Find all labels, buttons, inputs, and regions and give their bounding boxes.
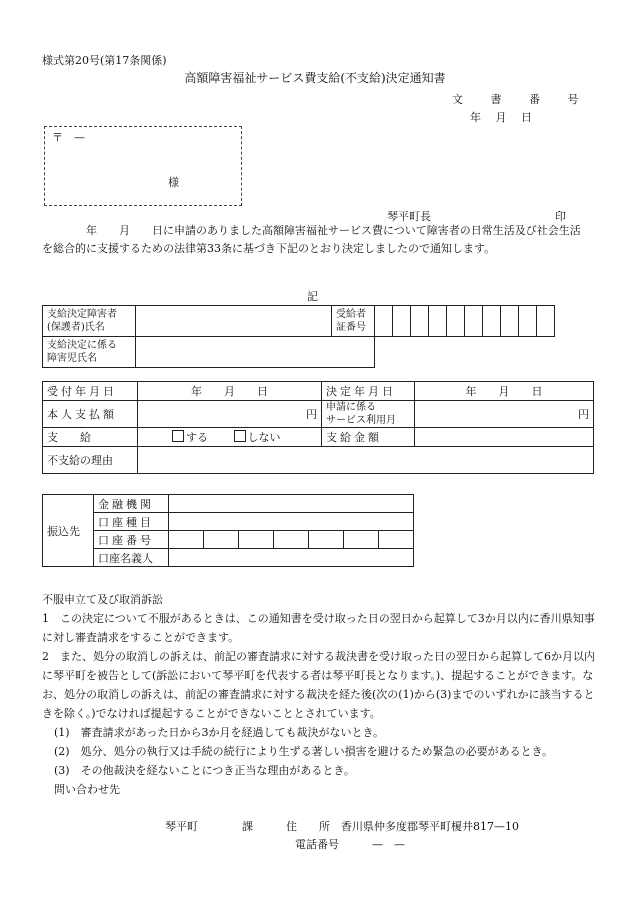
account-type-value[interactable] xyxy=(169,513,414,531)
issuer: 琴平町長 xyxy=(387,210,431,223)
addressee-suffix: 様 xyxy=(168,176,179,189)
account-digit-cell[interactable] xyxy=(169,531,204,549)
id-digit-cell[interactable] xyxy=(393,306,411,337)
notes-sub-3: (3) その他裁決を経ないことにつき正当な理由があるとき。 xyxy=(54,764,355,777)
payment-amount-label: 支給金額 xyxy=(322,428,415,447)
id-digit-cell[interactable] xyxy=(447,306,465,337)
received-date-value[interactable]: 年 月 日 xyxy=(138,382,322,401)
seal-mark: 印 xyxy=(555,210,566,223)
id-digit-cell[interactable] xyxy=(519,306,537,337)
notes-sub-1: (1) 審査請求があった日から3か月を経過しても裁決がないとき。 xyxy=(54,726,385,739)
id-digit-cell[interactable] xyxy=(537,306,555,337)
account-holder-label: 口座名義人 xyxy=(94,549,169,567)
option-no[interactable]: しない xyxy=(234,431,281,444)
payment-label: 支 給 xyxy=(43,428,138,447)
notes-section xyxy=(42,590,602,799)
contact-line-phone: 電話番号 — — xyxy=(295,838,405,851)
checkbox-icon[interactable] xyxy=(172,430,184,442)
recipient-label: 支給決定障害者 (保護者)氏名 xyxy=(43,306,136,337)
bank-label: 金融機関 xyxy=(94,495,169,513)
service-usage-label: 申請に係る サービス利用月 xyxy=(322,401,415,428)
notes-heading: 不服申立て及び取消訴訟 xyxy=(42,593,163,606)
contact-line-address: 琴平町 課 住 所 香川県仲多度郡琴平町榎井817—10 xyxy=(165,820,519,833)
decision-date-label: 決定年月日 xyxy=(322,382,415,401)
id-digit-cell[interactable] xyxy=(483,306,501,337)
payment-options xyxy=(138,428,322,447)
id-digit-cell[interactable] xyxy=(375,306,393,337)
decision-date-value[interactable]: 年 月 日 xyxy=(415,382,594,401)
bank-value[interactable] xyxy=(169,495,414,513)
account-digit-cell[interactable] xyxy=(274,531,309,549)
decision-table xyxy=(42,381,594,474)
child-name-cell[interactable] xyxy=(136,337,375,368)
account-digit-cell[interactable] xyxy=(344,531,379,549)
recipient-name-cell[interactable] xyxy=(136,306,332,337)
reason-value[interactable] xyxy=(138,447,594,474)
account-digit-cell[interactable] xyxy=(204,531,239,549)
form-number: 様式第20号(第17条関係) xyxy=(42,54,167,67)
account-digit-cell[interactable] xyxy=(379,531,414,549)
doc-date-label: 年 月 日 xyxy=(470,111,532,124)
postal-code: 〒 — xyxy=(52,131,85,144)
notes-sub-2: (2) 処分、処分の執行又は手続の続行により生ずる著しい損害を避けるため緊急の必要があるとき。 xyxy=(54,745,554,758)
recipient-id-label: 受給者 証番号 xyxy=(332,306,375,337)
id-digit-cell[interactable] xyxy=(501,306,519,337)
child-label: 支給決定に係る 障害児氏名 xyxy=(43,337,136,368)
account-digit-cell[interactable] xyxy=(239,531,274,549)
document-title: 高額障害福祉サービス費支給(不支給)決定通知書 xyxy=(184,71,446,85)
transfer-table xyxy=(42,494,414,567)
contact-heading: 問い合わせ先 xyxy=(54,783,120,796)
account-type-label: 口座種目 xyxy=(94,513,169,531)
notes-item-1: 1 この決定について不服があるときは、この通知書を受け取った日の翌日から起算して3か月以内に香川県知事に対し審査請求をすることができます。 xyxy=(42,612,595,644)
payment-amount-value[interactable] xyxy=(415,428,594,447)
reason-label: 不支給の理由 xyxy=(43,447,138,474)
service-usage-value[interactable] xyxy=(415,401,594,428)
yen-unit: 円 xyxy=(306,408,317,421)
id-digit-cell[interactable] xyxy=(411,306,429,337)
doc-number-label: 文 書 番 号 xyxy=(452,93,591,106)
id-digit-cell[interactable] xyxy=(465,306,483,337)
ki-heading: 記 xyxy=(307,290,318,303)
transfer-label: 振込先 xyxy=(43,495,94,567)
intro-paragraph: 年 月 日に申請のありました高額障害福祉サービス費について障害者の日常生活及び社会生活を総合的に支援するための法律第33条に基づき下記のとおり決定しましたので通知します。 xyxy=(42,224,581,255)
account-number-label: 口座番号 xyxy=(94,531,169,549)
option-yes[interactable]: する xyxy=(172,431,208,444)
account-holder-value[interactable] xyxy=(169,549,414,567)
account-digit-cell[interactable] xyxy=(309,531,344,549)
recipient-table xyxy=(42,305,555,368)
self-pay-value[interactable] xyxy=(138,401,322,428)
yen-unit: 円 xyxy=(578,408,589,421)
checkbox-icon[interactable] xyxy=(234,430,246,442)
self-pay-label: 本人支払額 xyxy=(43,401,138,428)
received-date-label: 受付年月日 xyxy=(43,382,138,401)
notes-item-2: 2 また、処分の取消しの訴えは、前記の審査請求に対する裁決書を受け取った日の翌日から起算して6か月以内に琴平町を被告として(訴訟において琴平町を代表する者は琴平町長となります。)、提起することができます。なお、処分の取消しの訴えは、前記の審査請求に対する裁決を経た後(次の(1)から(3)までのいずれかに該当するときを除く。)でなければ提起することができないこととされています。 xyxy=(42,650,595,720)
id-digit-cell[interactable] xyxy=(429,306,447,337)
